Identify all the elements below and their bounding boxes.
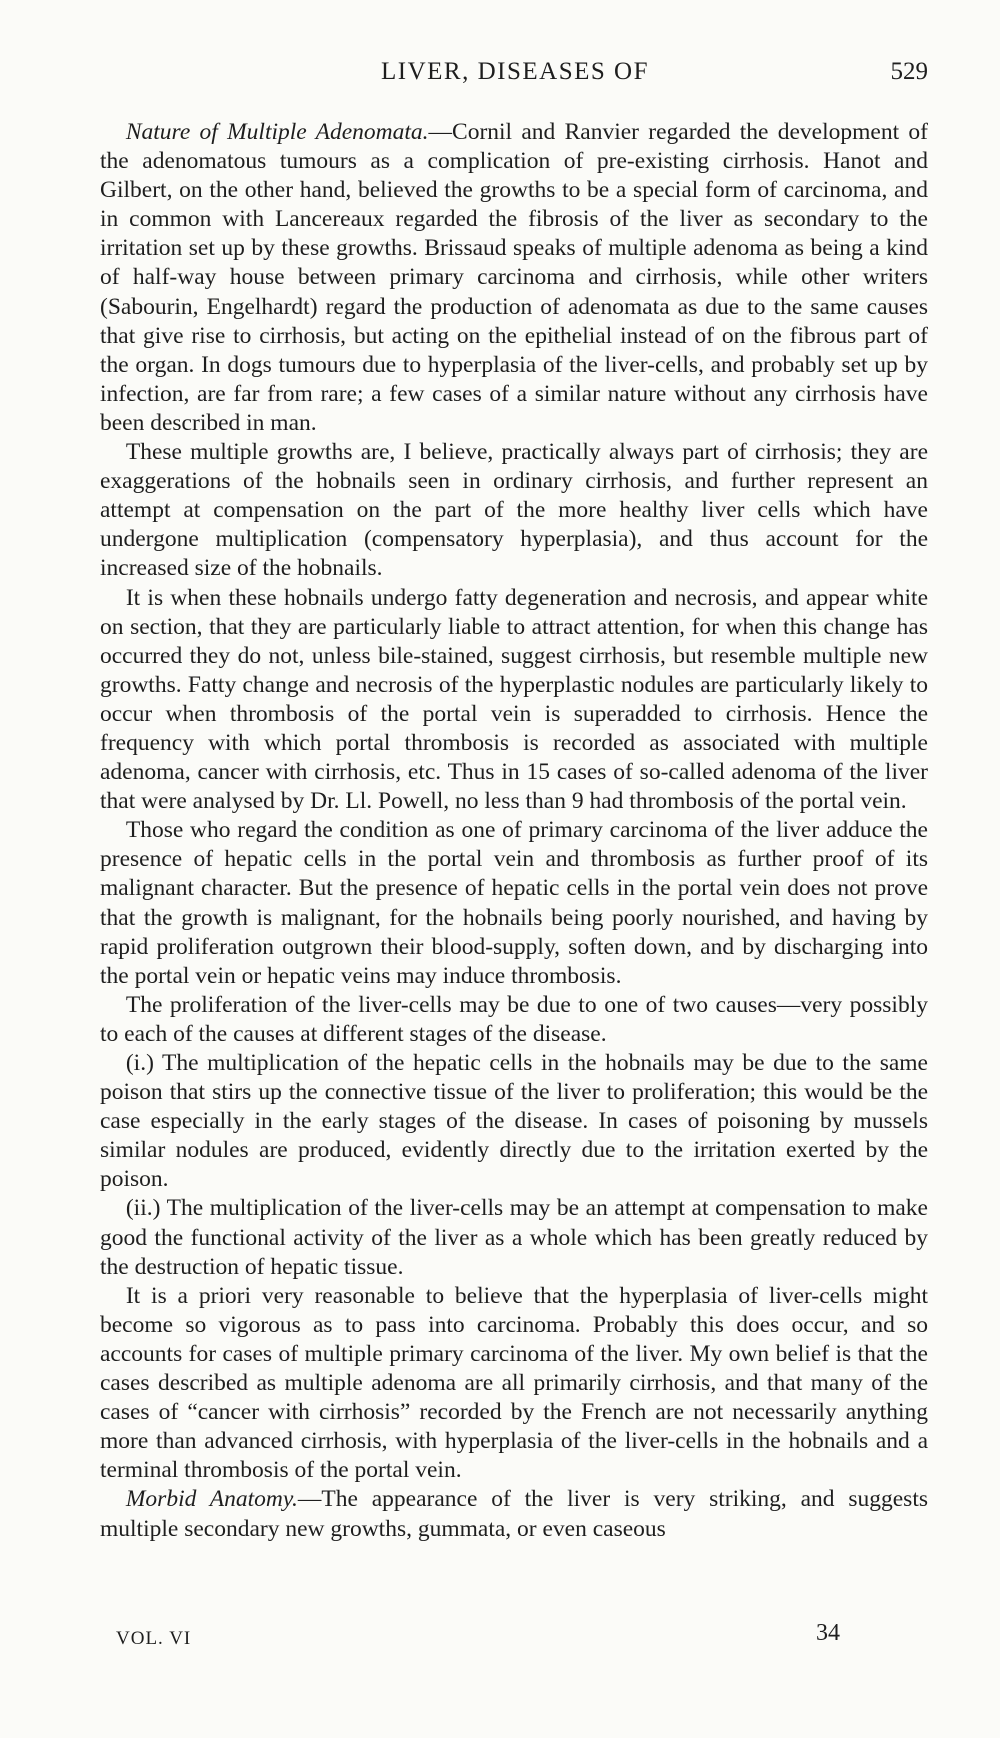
- paragraph-nature-of-adenomata: [100, 118, 928, 438]
- section-heading-morbid-anatomy: Morbid Anatomy.: [125, 1486, 298, 1513]
- paragraph-text: It is a priori very reasonable to believe that the hyperplasia of liver-cells might become so vigorous as to pass into carcinoma. Probably this does occur, and so accounts for cases of multiple primary carcinoma of the liver. My own belief is that the cases described as multiple adenoma are all primarily cirrhosis, and that many of the cases of “cancer with cirrhosis” recorded by the French are not necessarily anything more than advanced cirrhosis, with hyperplasia of the liver-cells in the hobnails and a terminal thrombosis of the portal vein.: [100, 1282, 928, 1484]
- paragraph-text: —The appearance of the liver is very striking, and suggests multiple secondary new growths, gummata, or even caseous: [100, 1486, 928, 1542]
- paragraph-cause-i: [100, 1049, 928, 1194]
- paragraph-text: These multiple growths are, I believe, practically always part of cirrhosis; they are exaggerations of the hobnails seen in ordinary cirrhosis, and further represent an attempt at compensation on the part of the more healthy liver cells which have undergone multiplication (compensatory hyperplasia), and thus account for the increased size of the hobnails.: [100, 439, 928, 582]
- paragraph-morbid-anatomy: [100, 1485, 928, 1543]
- paragraph-text: —Cornil and Ranvier regarded the development of the adenomatous tumours as a complication of pre-existing cirrhosis. Hanot and Gilbert, on the other hand, believed the growths to be a special form of carcinoma, and in common with Lancereaux regarded the fibrosis of the liver as secondary to the irritation set up by these growths. Brissaud speaks of multiple adenoma as being a kind of half-way house between primary carcinoma and cirrhosis, while other writers (Sabourin, Engelhardt) regard the production of adenomata as due to the same causes that give rise to cirrhosis, but acting on the epithelial instead of on the fibrous part of the organ. In dogs tumours due to hyperplasia of the liver-cells, and probably set up by infection, are far from rare; a few cases of a similar nature without any cirrhosis have been described in man.: [100, 119, 928, 436]
- running-head: LIVER, DISEASES OF: [381, 58, 649, 85]
- paragraph: [100, 991, 928, 1049]
- page-footer: [100, 1620, 930, 1660]
- paragraph: [100, 816, 928, 991]
- paragraph-text: (i.) The multiplication of the hepatic cells in the hobnails may be due to the same poison that stirs up the connective tissue of the liver to proliferation; this would be the case especially in the early stages of the disease. In cases of poisoning by mussels similar nodules are produced, evidently directly due to the irritation exerted by the poison.: [100, 1050, 928, 1193]
- paragraph-text: The proliferation of the liver-cells may be due to one of two causes—very possibly to each of the causes at different stages of the disease.: [100, 991, 928, 1047]
- paragraph-text: Those who regard the condition as one of primary carcinoma of the liver adduce the presence of hepatic cells in the portal vein and thrombosis as further proof of its malignant character. But the presence of hepatic cells in the portal vein does not prove that the growth is malignant, for the hobnails being poorly nourished, and having by rapid proliferation outgrown their blood-supply, soften down, and by discharging into the portal vein or hepatic veins may induce thrombosis.: [100, 817, 928, 989]
- paragraph-text: (ii.) The multiplication of the liver-cells may be an attempt at compensation to make good the functional activity of the liver as a whole which has been greatly reduced by the destruction of hepatic tissue.: [100, 1195, 928, 1280]
- page-header: [100, 58, 930, 98]
- paragraph-text: It is when these hobnails undergo fatty degeneration and necrosis, and appear white on section, that they are particularly liable to attract attention, for when this change has occurred they do not, unless bile-stained, suggest cirrhosis, but resemble multiple new growths. Fatty change and necrosis of the hyperplastic nodules are particularly likely to occur when thrombosis of the portal vein is superadded to cirrhosis. Hence the frequency with which portal thrombosis is recorded as associated with multiple adenoma, cancer with cirrhosis, etc. Thus in 15 cases of so-called adenoma of the liver that were analysed by Dr. Ll. Powell, no less than 9 had thrombosis of the portal vein.: [100, 584, 928, 815]
- paragraph: [100, 584, 928, 817]
- page-number: 529: [890, 58, 928, 85]
- section-heading-nature: Nature of Multiple Adenomata.: [125, 119, 429, 145]
- body-text: [100, 118, 928, 1544]
- paragraph: [100, 438, 928, 583]
- paragraph-cause-ii: [100, 1194, 928, 1281]
- signature-mark: 34: [816, 1620, 840, 1646]
- volume-label: VOL. VI: [116, 1628, 192, 1649]
- paragraph: [100, 1282, 928, 1486]
